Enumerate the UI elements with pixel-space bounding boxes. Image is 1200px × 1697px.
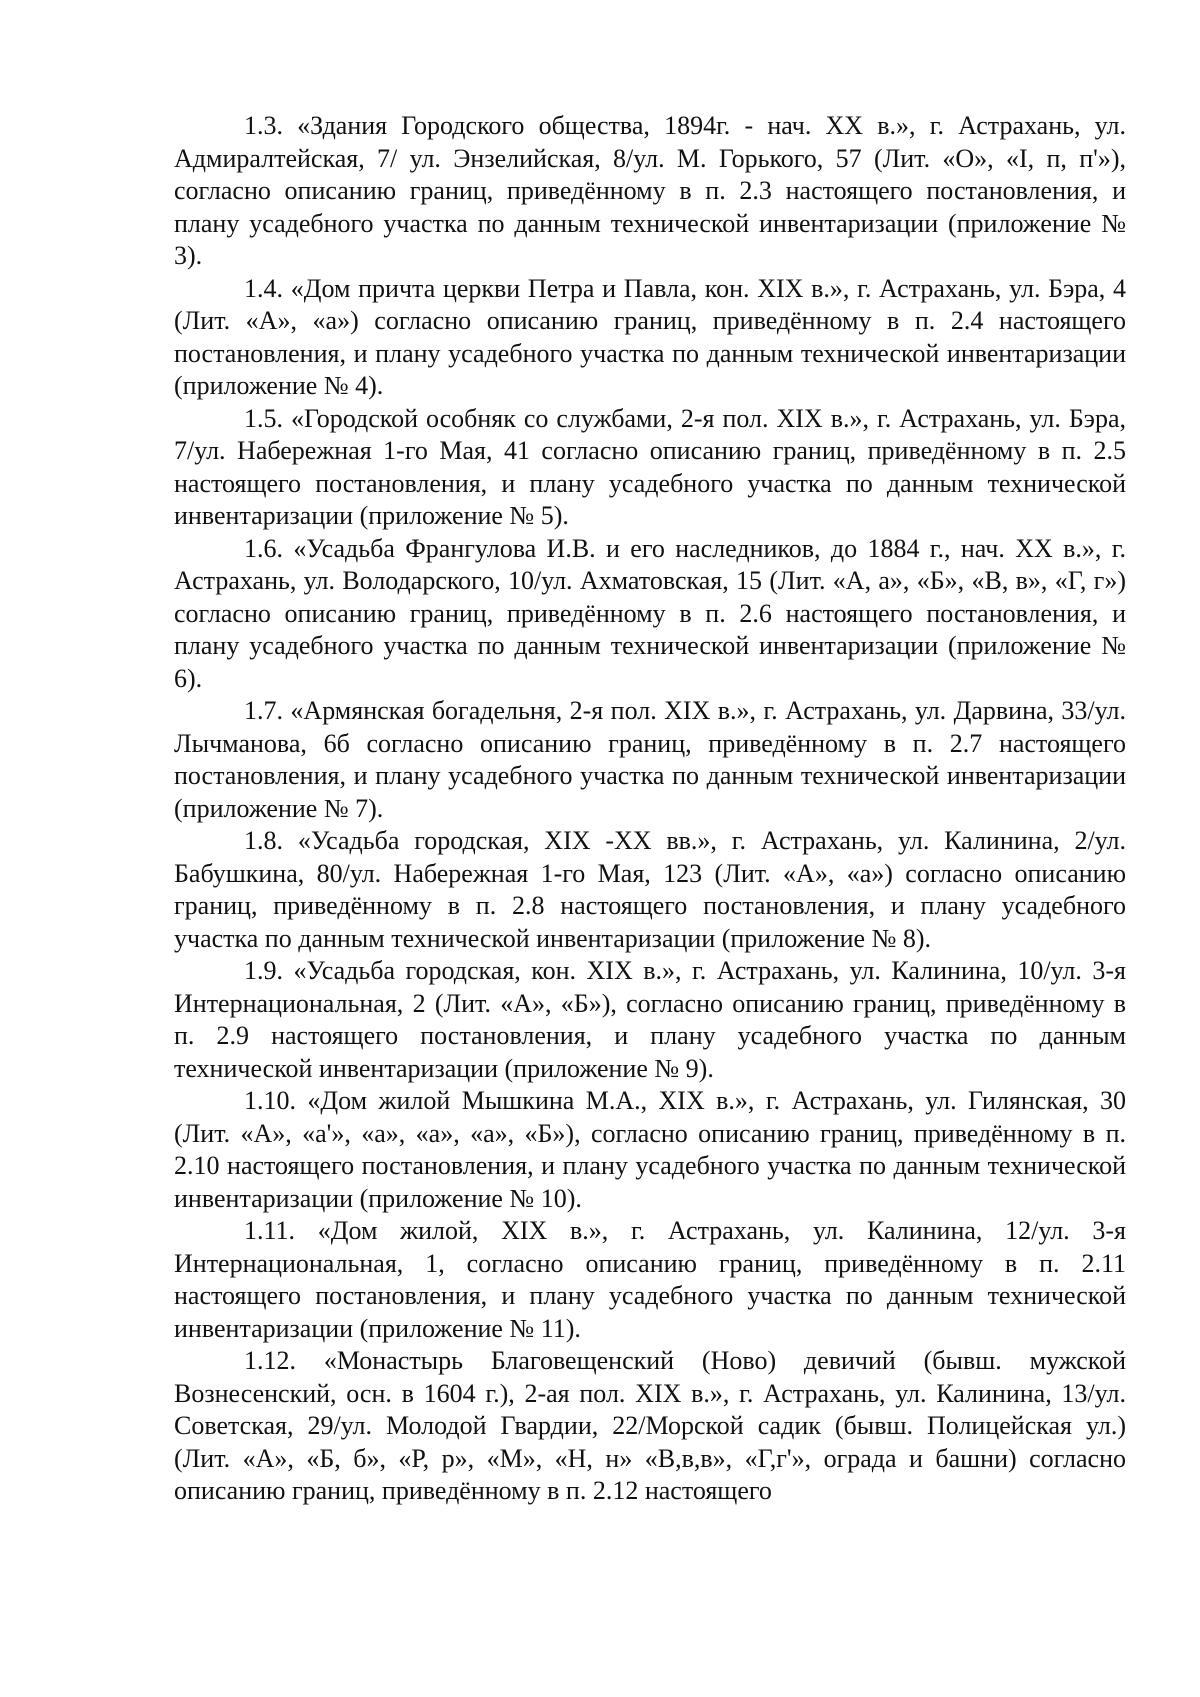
document-page bbox=[174, 110, 1126, 1508]
paragraph-1-7: 1.7. «Армянская богадельня, 2-я пол. XIX в.», г. Астрахань, ул. Дарвина, 33/ул. Лычманова, 6б согласно описанию границ, приведённому в п. 2.7 настоящего постановления, и плану усадебного участка по данным технической инвентаризации (приложение № 7). bbox=[174, 696, 1126, 823]
paragraph-1-10: 1.10. «Дом жилой Мышкина М.А., XIX в.», г. Астрахань, ул. Гилянская, 30 (Лит. «А», «а'», «а», «а», «а», «Б»), согласно описанию границ, приведённому в п. 2.10 настоящего постановления, и плану усадебного участка по данным технической инвентаризации (приложение № 10). bbox=[174, 1086, 1126, 1213]
paragraph-1-9: 1.9. «Усадьба городская, кон. XIX в.», г. Астрахань, ул. Калинина, 10/ул. 3-я Интернациональная, 2 (Лит. «А», «Б»), согласно описанию границ, приведённому в п. 2.9 настоящего постановления, и плану усадебного участка по данным технической инвентаризации (приложение № 9). bbox=[174, 956, 1126, 1083]
paragraph-1-4: 1.4. «Дом причта церкви Петра и Павла, кон. XIX в.», г. Астрахань, ул. Бэра, 4 (Лит. «А», «а») согласно описанию границ, приведённому в п. 2.4 настоящего постановления, и плану усадебного участка по данным технической инвентаризации (приложение № 4). bbox=[174, 273, 1126, 400]
paragraph-1-11: 1.11. «Дом жилой, XIX в.», г. Астрахань, ул. Калинина, 12/ул. 3-я Интернациональная, 1, согласно описанию границ, приведённому в п. 2.11 настоящего постановления, и плану усадебного участка по данным технической инвентаризации (приложение № 11). bbox=[174, 1216, 1126, 1343]
paragraph-1-6: 1.6. «Усадьба Франгулова И.В. и его наследников, до 1884 г., нач. XX в.», г. Астрахань, ул. Володарского, 10/ул. Ахматовская, 15 (Лит. «А, а», «Б», «В, в», «Г, г») согласно описанию границ, приведённому в п. 2.6 настоящего постановления, и плану усадебного участка по данным технической инвентаризации (приложение № 6). bbox=[174, 533, 1126, 693]
paragraph-1-3: 1.3. «Здания Городского общества, 1894г. - нач. XX в.», г. Астрахань, ул. Адмиралтейская, 7/ ул. Энзелийская, 8/ул. М. Горького, 57 (Лит. «О», «I, п, п'»), согласно описанию границ, приведённому в п. 2.3 настоящего постановления, и плану усадебного участка по данным технической инвентаризации (приложение № 3). bbox=[174, 111, 1126, 270]
paragraph-1-8: 1.8. «Усадьба городская, XIX -XX вв.», г. Астрахань, ул. Калинина, 2/ул. Бабушкина, 80/ул. Набережная 1-го Мая, 123 (Лит. «А», «а») согласно описанию границ, приведённому в п. 2.8 настоящего постановления, и плану усадебного участка по данным технической инвентаризации (приложение № 8). bbox=[174, 826, 1126, 953]
paragraph-1-12: 1.12. «Монастырь Благовещенский (Ново) девичий (бывш. мужской Вознесенский, осн. в 1604 г.), 2-ая пол. XIX в.», г. Астрахань, ул. Калинина, 13/ул. Советская, 29/ул. Молодой Гвардии, 22/Морской садик (бывш. Полицейская ул.) (Лит. «А», «Б, б», «Р, р», «М», «Н, н» «В,в,в», «Г,г'», ограда и башни) согласно описанию границ, приведённому в п. 2.12 настоящего bbox=[174, 1346, 1126, 1505]
paragraph-1-5: 1.5. «Городской особняк со службами, 2-я пол. XIX в.», г. Астрахань, ул. Бэра, 7/ул. Набережная 1-го Мая, 41 согласно описанию границ, приведённому в п. 2.5 настоящего постановления, и плану усадебного участка по данным технической инвентаризации (приложение № 5). bbox=[174, 403, 1126, 530]
